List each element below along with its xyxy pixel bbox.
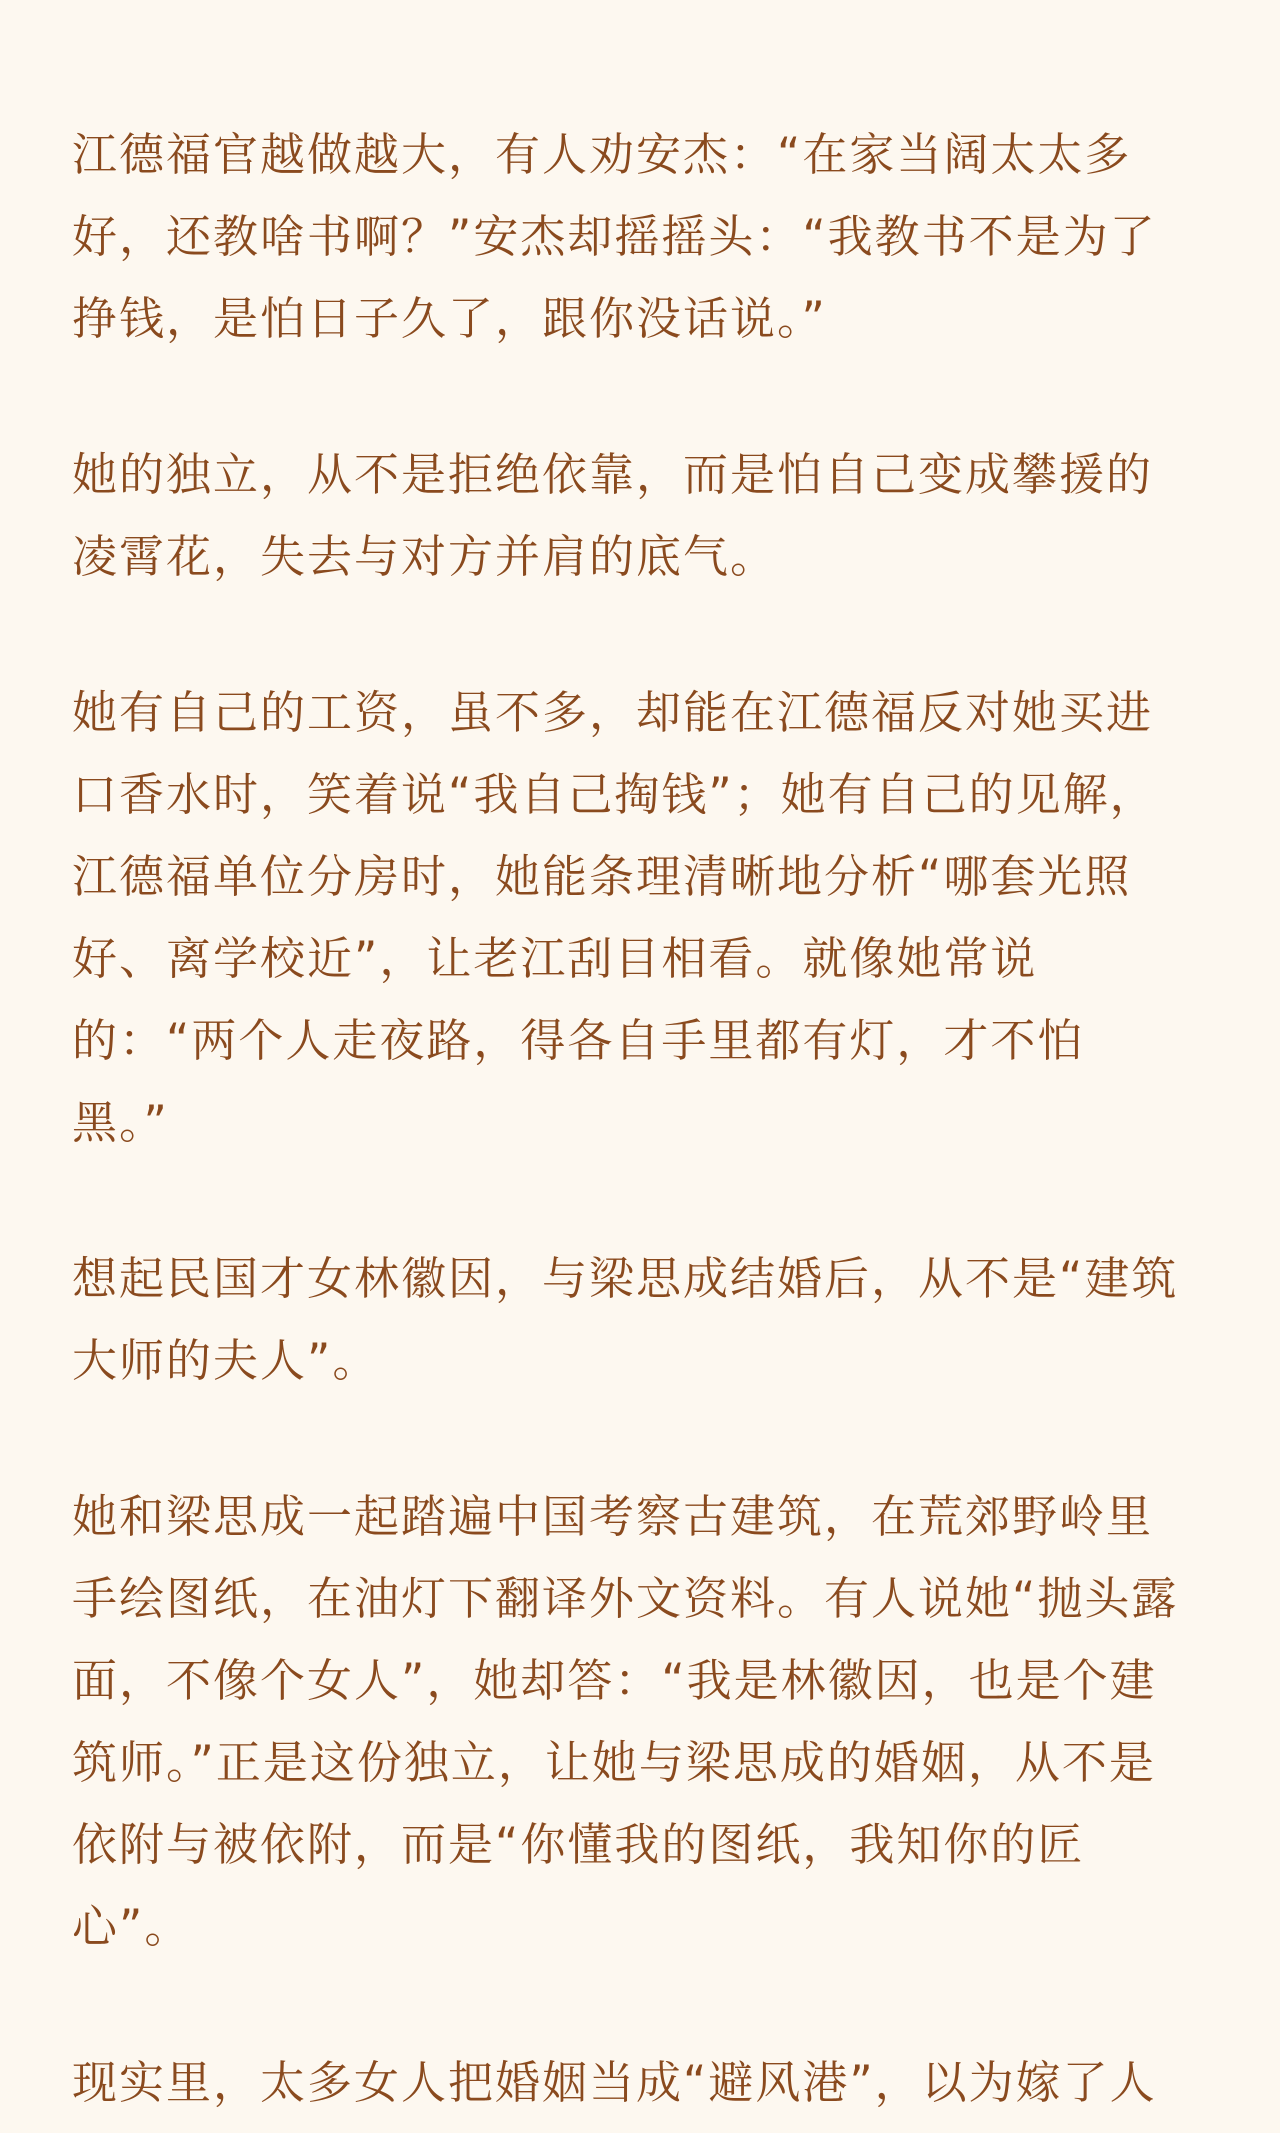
text-line: 她有自己的工资，虽不多，却能在江德福反对她买进 — [72, 686, 1154, 739]
text-line: 她的独立，从不是拒绝依靠，而是怕自己变成攀援的 — [72, 448, 1154, 501]
text-line: 她和梁思成一起踏遍中国考察古建筑，在荒郊野岭里 — [72, 1490, 1154, 1543]
text-line: 现实里，太多女人把婚姻当成“避风港”，以为嫁了人 — [72, 2056, 1157, 2109]
paragraph-independence — [72, 434, 1208, 598]
text-line: 好、离学校近”，让老江刮目相看。就像她常说 — [72, 932, 1038, 985]
text-line: 面，不像个女人”，她却答：“我是林徽因，也是个建 — [72, 1654, 1157, 1707]
text-line: 江德福单位分房时，她能条理清晰地分析“哪套光照 — [72, 850, 1132, 903]
text-line: 挣钱，是怕日子久了，跟你没话说。” — [72, 292, 827, 345]
text-line: 大师的夫人”。 — [72, 1334, 380, 1387]
text-line: 的：“两个人走夜路，得各自手里都有灯，才不怕 — [72, 1014, 1085, 1067]
text-line: 口香水时，笑着说“我自己掏钱”；她有自己的见解， — [72, 768, 1157, 821]
paragraph-lin-huiyin-architect — [72, 1476, 1208, 1968]
paragraph-anjie-teaching — [72, 114, 1208, 360]
paragraph-own-salary — [72, 672, 1208, 1164]
text-line: 心”。 — [72, 1900, 192, 1953]
text-line: 江德福官越做越大，有人劝安杰：“在家当阔太太多 — [72, 128, 1132, 181]
text-line: 筑师。”正是这份独立，让她与梁思成的婚姻，从不是 — [72, 1736, 1156, 1789]
text-line: 黑。” — [72, 1096, 169, 1149]
text-line: 依附与被依附，而是“你懂我的图纸，我知你的匠 — [72, 1818, 1085, 1871]
paragraph-lin-huiyin-intro — [72, 1238, 1208, 1402]
text-line: 想起民国才女林徽因，与梁思成结婚后，从不是“建筑 — [72, 1252, 1179, 1305]
text-line: 好，还教啥书啊？”安杰却摇摇头：“我教书不是为了 — [72, 210, 1157, 263]
paragraph-reality — [72, 2042, 1208, 2124]
text-line: 凌霄花，失去与对方并肩的底气。 — [72, 530, 778, 583]
text-line: 手绘图纸，在油灯下翻译外文资料。有人说她“抛头露 — [72, 1572, 1179, 1625]
